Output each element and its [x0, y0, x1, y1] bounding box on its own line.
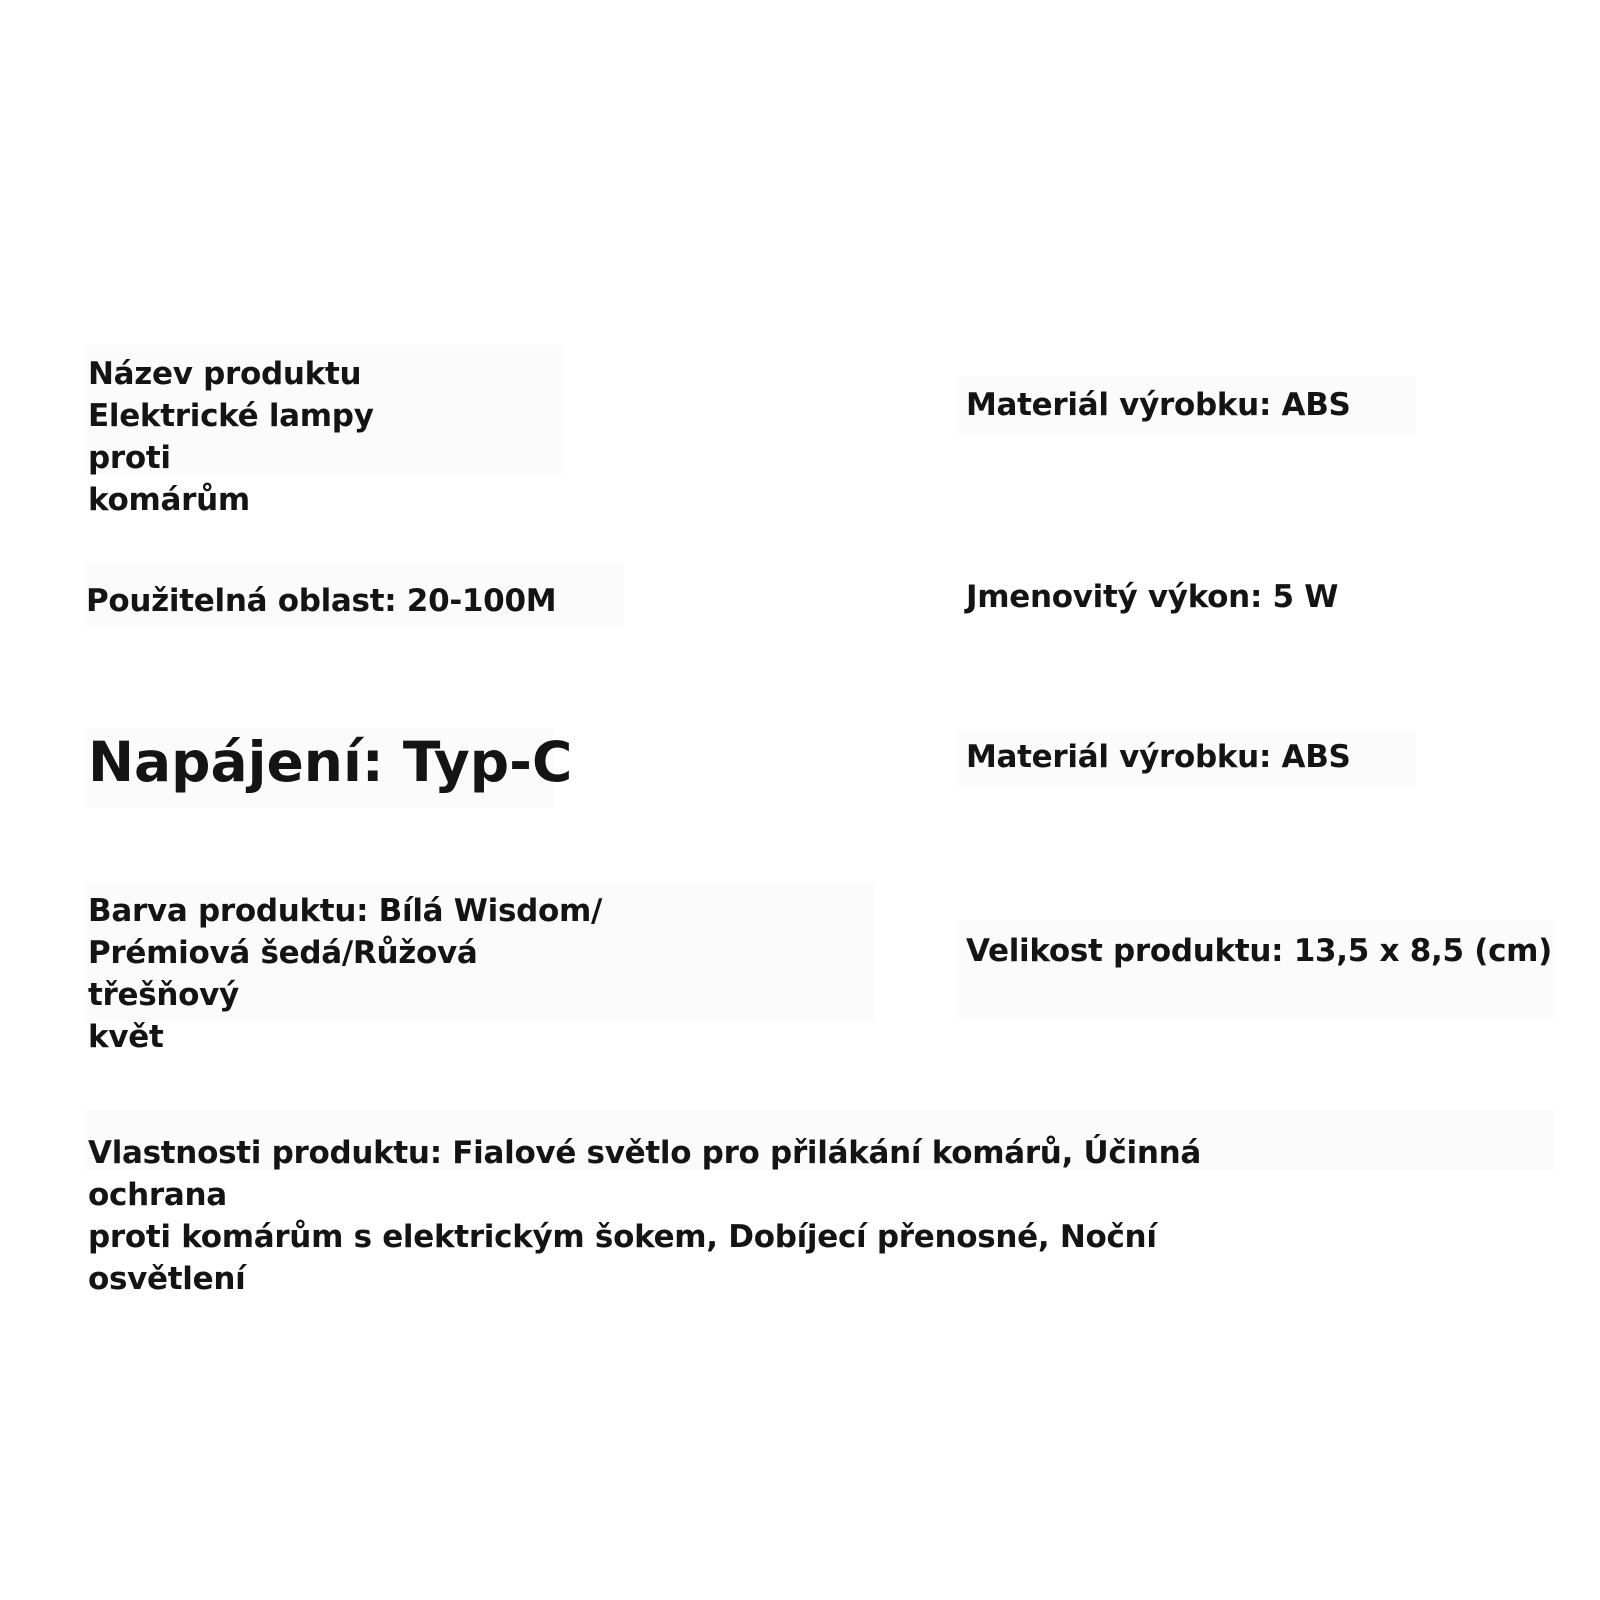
product-features: Vlastnosti produktu: Fialové světlo pro přilákání komárů, Účinná ochrana proti komárům s elektrickým šokem, Dobíjecí přenosné, Noční osvětlení [88, 1135, 1201, 1297]
product-size: Velikost produktu: 13,5 x 8,5 (cm) [966, 933, 1553, 969]
product-color: Barva produktu: Bílá Wisdom/ Prémiová šedá/Růžová třešňový květ [88, 893, 603, 1055]
product-name: Název produktu Elektrické lampy proti komárům [88, 356, 374, 518]
usable-area: Použitelná oblast: 20-100M [86, 583, 557, 619]
rated-power: Jmenovitý výkon: 5 W [966, 579, 1339, 615]
product-material: Materiál výrobku: ABS [966, 387, 1351, 423]
power-supply: Napájení: Typ-C [88, 730, 573, 794]
product-material-repeat: Materiál výrobku: ABS [966, 739, 1351, 775]
